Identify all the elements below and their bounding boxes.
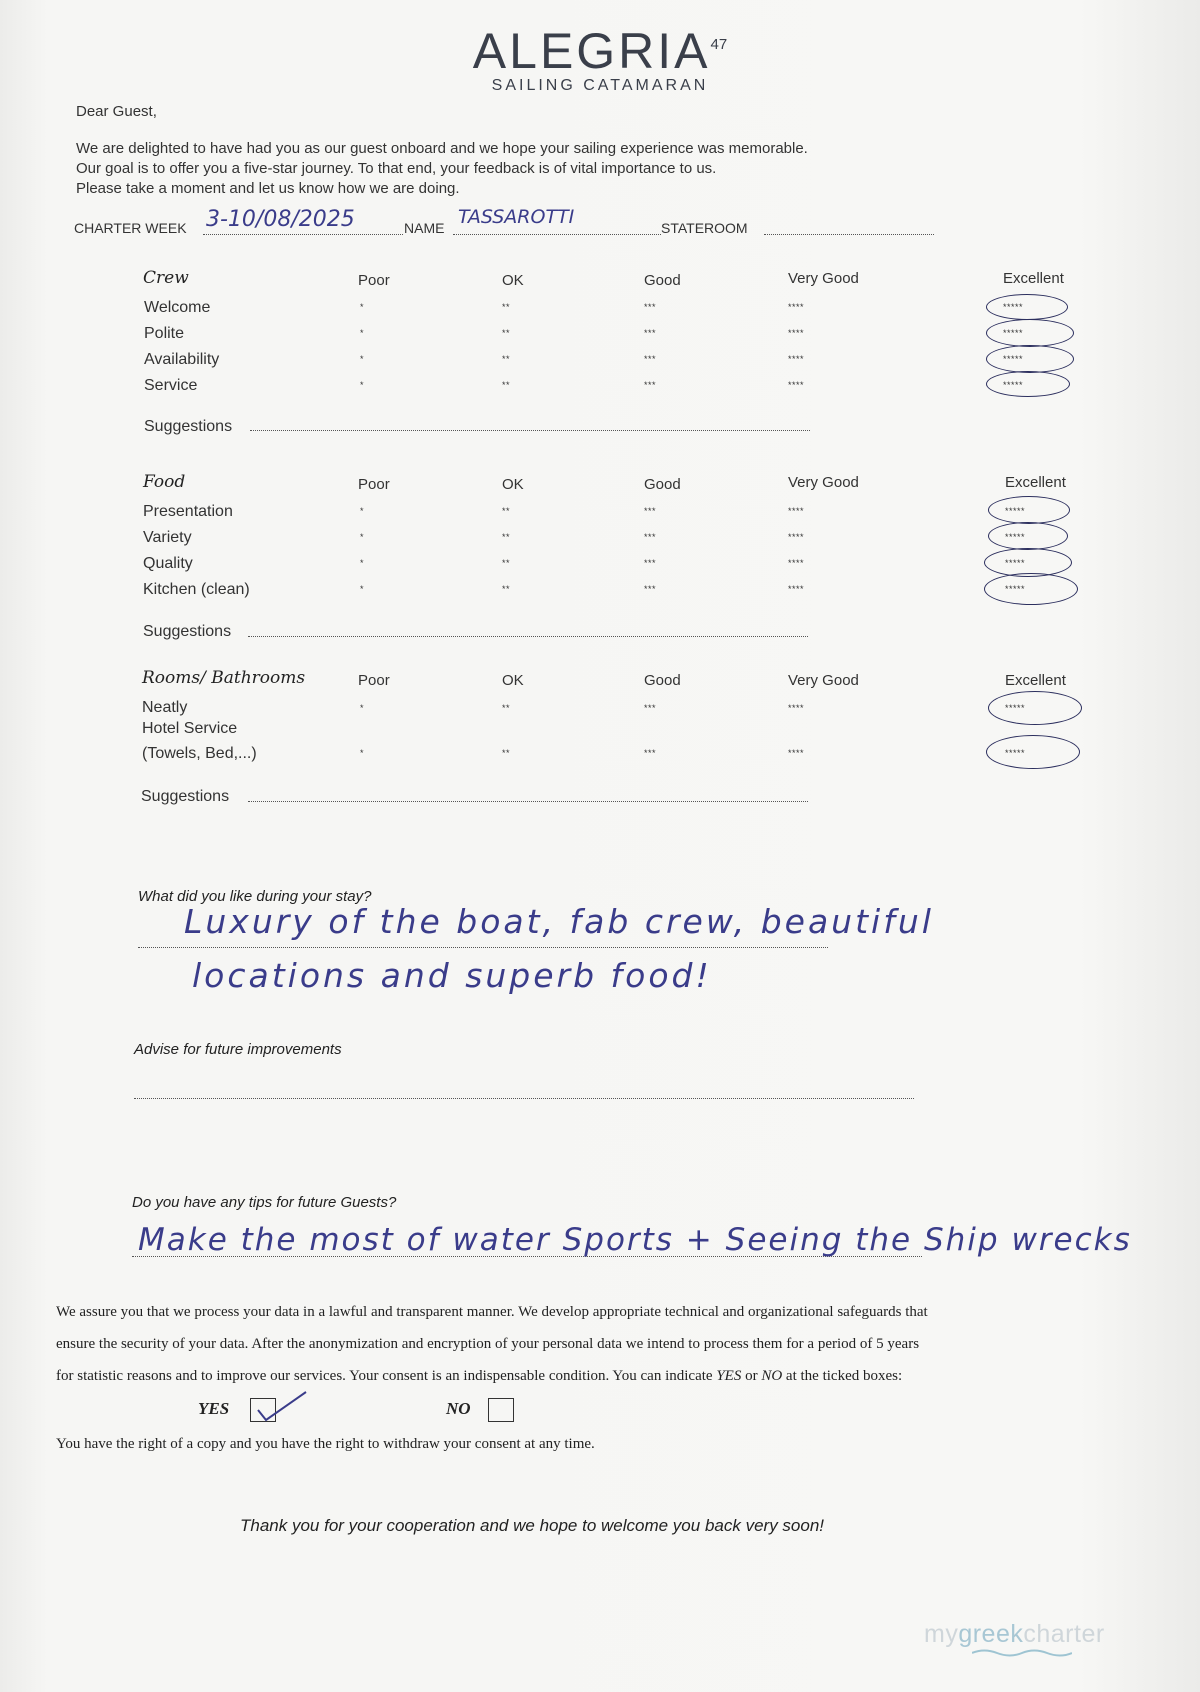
rating-star[interactable]: * — [360, 354, 365, 364]
selected-ring — [988, 496, 1070, 524]
name-value: TASSAROTTI — [458, 206, 575, 228]
selected-ring — [986, 345, 1074, 373]
rating-star[interactable]: ** — [502, 380, 511, 390]
rating-star[interactable]: **** — [788, 558, 805, 568]
col-good: Good — [644, 672, 681, 689]
logo: ALEGRIA$^{47}$ — [472, 23, 728, 79]
rating-star[interactable]: * — [360, 506, 365, 516]
crew-item-welcome: Welcome — [144, 299, 211, 316]
yes-label: YES — [198, 1399, 230, 1418]
rating-star[interactable]: **** — [788, 506, 805, 516]
rating-star[interactable]: ***** — [1003, 328, 1024, 338]
rating-star[interactable]: ** — [502, 558, 511, 568]
rooms-item-hotel-service: Hotel Service — [142, 720, 238, 737]
rating-star[interactable]: *** — [644, 506, 657, 516]
rating-star[interactable]: * — [360, 558, 365, 568]
advise-question: Advise for future improvements — [134, 1041, 342, 1058]
rating-star[interactable]: *** — [644, 703, 657, 713]
intro-line-3: Please take a moment and let us know how we are doing. — [76, 180, 460, 197]
selected-ring — [986, 294, 1068, 320]
rooms-item-neatly: Neatly — [142, 699, 188, 716]
rating-star[interactable]: ** — [502, 532, 511, 542]
rating-star[interactable]: ***** — [1003, 302, 1024, 312]
selected-ring — [986, 735, 1080, 769]
rating-star[interactable]: ***** — [1003, 380, 1024, 390]
col-very-good: Very Good — [788, 672, 859, 689]
rating-star[interactable]: ***** — [1005, 506, 1026, 516]
selected-ring — [988, 522, 1068, 550]
liked-answer-1: Luxury of the boat, fab crew, beautiful — [184, 902, 934, 941]
rating-star[interactable]: ** — [502, 703, 511, 713]
rating-star[interactable]: ***** — [1003, 354, 1024, 364]
rating-star[interactable]: ** — [502, 302, 511, 312]
rating-star[interactable]: ** — [502, 354, 511, 364]
intro-line-1: We are delighted to have had you as our guest onboard and we hope your sailing experience was memorable. — [76, 140, 808, 157]
col-very-good: Very Good — [788, 474, 859, 491]
food-item-kitchen: Kitchen (clean) — [143, 581, 250, 598]
rating-star[interactable]: *** — [644, 380, 657, 390]
col-excellent: Excellent — [1003, 270, 1064, 287]
section-title-rooms: Rooms/ Bathrooms — [142, 668, 306, 688]
tips-answer: Make the most of water Sports + Seeing the Ship wrecks — [138, 1222, 1132, 1258]
rating-star[interactable]: **** — [788, 380, 805, 390]
check-mark-icon — [250, 1388, 314, 1428]
food-item-quality: Quality — [143, 555, 193, 572]
col-ok: OK — [502, 672, 524, 689]
rating-star[interactable]: **** — [788, 532, 805, 542]
rating-star[interactable]: ***** — [1005, 532, 1026, 542]
food-suggestions-field[interactable] — [248, 626, 808, 637]
rating-star[interactable]: **** — [788, 748, 805, 758]
liked-question: What did you like during your stay? — [138, 888, 372, 905]
rooms-suggestions-label: Suggestions — [141, 788, 230, 805]
selected-ring — [984, 573, 1078, 605]
rating-star[interactable]: * — [360, 584, 365, 594]
section-title-food: Food — [143, 472, 186, 492]
crew-suggestions-field[interactable] — [250, 420, 810, 431]
rating-star[interactable]: **** — [788, 302, 805, 312]
food-suggestions-label: Suggestions — [143, 623, 232, 640]
liked-answer-line[interactable] — [138, 945, 828, 948]
rooms-item-towels-bed: (Towels, Bed,...) — [142, 745, 257, 762]
rating-star[interactable]: * — [360, 703, 365, 713]
no-label: NO — [446, 1399, 471, 1418]
food-item-presentation: Presentation — [143, 503, 233, 520]
section-title-crew: Crew — [143, 268, 189, 288]
rating-star[interactable]: ** — [502, 584, 511, 594]
col-ok: OK — [502, 476, 524, 493]
rating-star[interactable]: *** — [644, 354, 657, 364]
rating-star[interactable]: **** — [788, 584, 805, 594]
consent-text-3: for statistic reasons and to improve our services. Your consent is an indispensable condition. You can indicate YES or NO at the ticked boxes: — [56, 1368, 903, 1384]
col-good: Good — [644, 476, 681, 493]
rating-star[interactable]: ***** — [1005, 558, 1026, 568]
rating-star[interactable]: * — [360, 302, 365, 312]
rating-star[interactable]: * — [360, 380, 365, 390]
rating-star[interactable]: *** — [644, 558, 657, 568]
stateroom-field[interactable] — [764, 212, 934, 235]
col-poor: Poor — [358, 476, 390, 493]
greeting: Dear Guest, — [76, 103, 157, 120]
crew-suggestions-label: Suggestions — [144, 418, 233, 435]
rating-star[interactable]: * — [360, 748, 365, 758]
col-ok: OK — [502, 272, 524, 289]
rating-star[interactable]: *** — [644, 302, 657, 312]
rating-star[interactable]: **** — [788, 328, 805, 338]
closing-message: Thank you for your cooperation and we hope to welcome you back very soon! — [240, 1516, 825, 1535]
rating-star[interactable]: *** — [644, 532, 657, 542]
watermark-wave-icon — [972, 1648, 1072, 1658]
col-good: Good — [644, 272, 681, 289]
consent-text-1: We assure you that we process your data in a lawful and transparent manner. We develop appropriate technical and organizational safeguards that — [56, 1304, 928, 1320]
liked-answer-2: locations and superb food! — [192, 956, 712, 995]
rating-star[interactable]: ** — [502, 328, 511, 338]
food-item-variety: Variety — [143, 529, 192, 546]
name-label: NAME — [404, 220, 445, 236]
crew-item-service: Service — [144, 377, 198, 394]
rating-star[interactable]: **** — [788, 354, 805, 364]
rating-star[interactable]: ** — [502, 506, 511, 516]
rooms-suggestions-field[interactable] — [248, 791, 808, 802]
rating-star[interactable]: * — [360, 532, 365, 542]
selected-ring — [986, 371, 1070, 397]
selected-ring — [986, 319, 1074, 347]
charter-week-value: 3-10/08/2025 — [206, 207, 355, 232]
selected-ring — [988, 691, 1082, 725]
charter-week-label: CHARTER WEEK — [74, 220, 187, 236]
watermark: mygreekcharter — [924, 1620, 1105, 1648]
rating-star[interactable]: *** — [644, 328, 657, 338]
rating-star[interactable]: *** — [644, 748, 657, 758]
logo-subtitle: SAILING CATAMARAN — [491, 77, 709, 94]
col-excellent: Excellent — [1005, 672, 1066, 689]
tips-question: Do you have any tips for future Guests? — [132, 1194, 397, 1211]
rating-star[interactable]: ***** — [1005, 703, 1026, 713]
rating-star[interactable]: ***** — [1005, 748, 1026, 758]
col-poor: Poor — [358, 672, 390, 689]
consent-text-2: ensure the security of your data. After the anonymization and encryption of your personal data we intend to process them for a period of 5 years — [56, 1336, 920, 1352]
rating-star[interactable]: ** — [502, 748, 511, 758]
rating-star[interactable]: *** — [644, 584, 657, 594]
consent-rights: You have the right of a copy and you have the right to withdraw your consent at any time. — [56, 1436, 595, 1452]
col-very-good: Very Good — [788, 270, 859, 287]
advise-answer-field[interactable] — [134, 1096, 914, 1099]
col-excellent: Excellent — [1005, 474, 1066, 491]
stateroom-label: STATEROOM — [661, 220, 748, 236]
rating-star[interactable]: **** — [788, 703, 805, 713]
crew-item-availability: Availability — [144, 351, 220, 368]
no-checkbox[interactable] — [488, 1398, 514, 1422]
crew-item-polite: Polite — [144, 325, 185, 342]
rating-star[interactable]: ***** — [1005, 584, 1026, 594]
col-poor: Poor — [358, 272, 390, 289]
rating-star[interactable]: * — [360, 328, 365, 338]
intro-line-2: Our goal is to offer you a five-star journey. To that end, your feedback is of vital importance to us. — [76, 160, 717, 177]
